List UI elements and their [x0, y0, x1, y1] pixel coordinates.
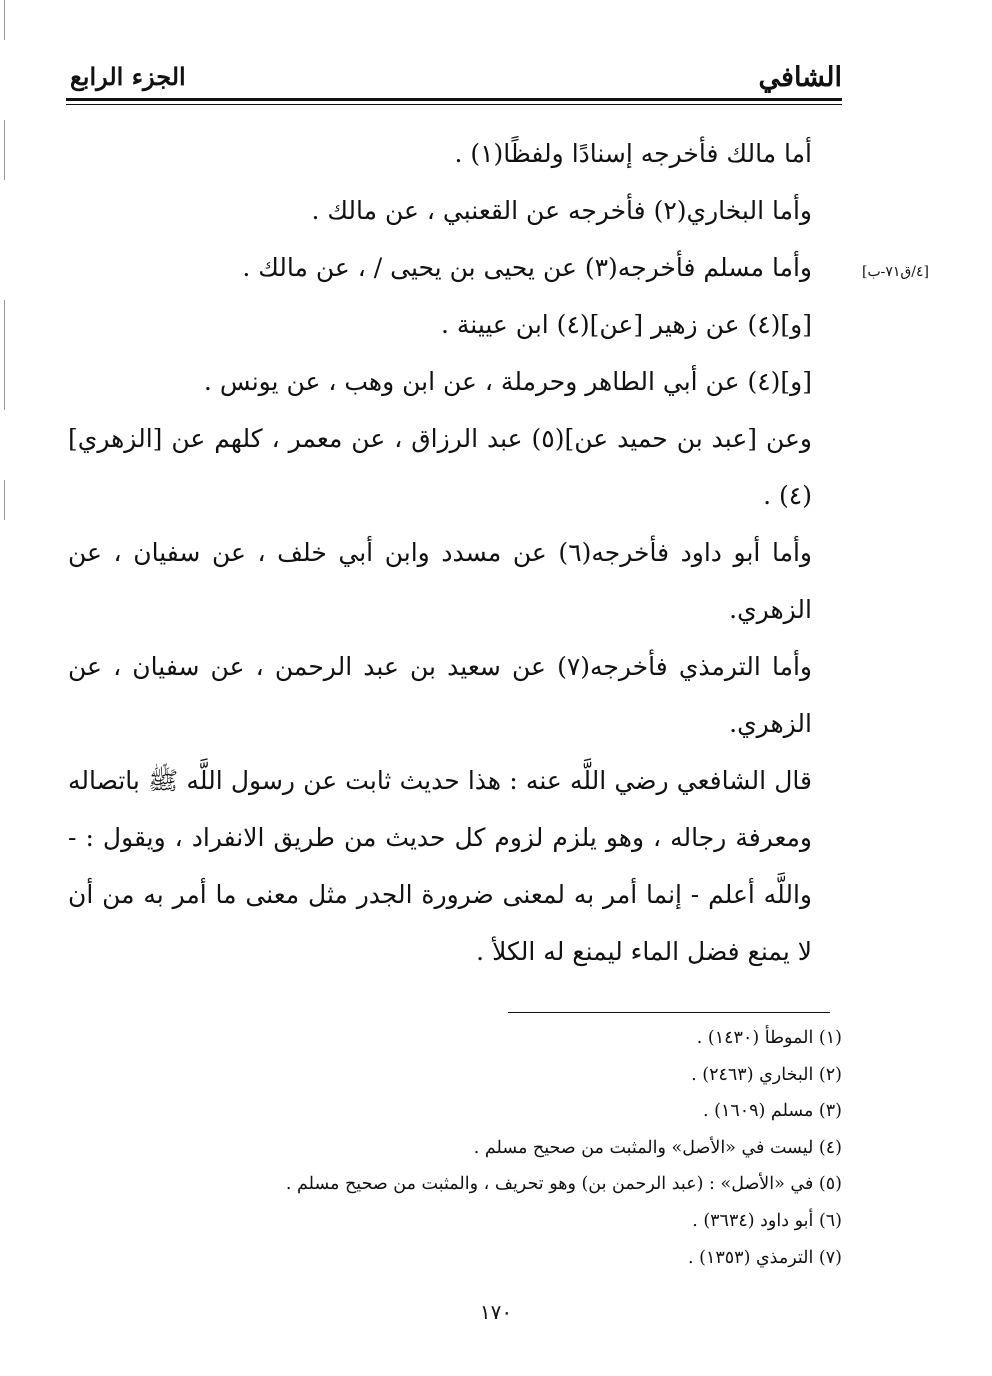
book-title: الشافي — [758, 62, 842, 93]
paragraph: [و](٤) عن أبي الطاهر وحرملة ، عن ابن وهب ، عن يونس . — [203, 367, 812, 396]
footnote: (٥) في «الأصل» : (عبد الرحمن بن) وهو تحريف ، والمثبت من صحيح مسلم . — [285, 1174, 842, 1195]
margin-folio-note: [٤/ق٧١-ب] — [862, 264, 930, 280]
footnote: (٧) الترمذي (١٣٥٣) . — [688, 1247, 842, 1268]
page-number: ١٧٠ — [479, 1300, 513, 1324]
footnote-separator — [508, 1012, 830, 1013]
footnote: (١) الموطأ (١٤٣٠) . — [696, 1028, 842, 1048]
header-rule-thin — [66, 104, 842, 105]
paragraph: وأما مسلم فأخرجه(٣) عن يحيى بن يحيى / ، عن مالك . — [242, 253, 812, 282]
page-edge-mark — [4, 0, 5, 40]
paragraph: قال الشافعي رضي اللَّه عنه : هذا حديث ثابت عن رسول اللَّه ﷺ باتصاله ومعرفة رجاله ، وهو يلزم لزوم كل حديث من طريق الانفراد ، ويقول : - واللَّه أعلم - إنما أمر به لمعنى ضرورة الجدر مثل معنى ما أمر به من أن لا يمنع فضل الماء ليمنع له الكلأ . — [68, 766, 812, 966]
paragraph: وأما الترمذي فأخرجه(٧) عن سعيد بن عبد الرحمن ، عن سفيان ، عن الزهري. — [68, 652, 812, 738]
footnote: (٤) ليست في «الأصل» والمثبت من صحيح مسلم . — [473, 1137, 842, 1158]
main-text — [68, 125, 842, 980]
header-rule — [66, 98, 842, 101]
paragraph: أما مالك فأخرجه إسنادًا ولفظًا(١) . — [454, 139, 812, 168]
paragraph: [و](٤) عن زهير [عن](٤) ابن عيينة . — [441, 310, 812, 339]
paragraph: وأما أبو داود فأخرجه(٦) عن مسدد وابن أبي خلف ، عن سفيان ، عن الزهري. — [68, 538, 812, 624]
part-title: الجزء الرابع — [70, 62, 186, 91]
footnotes — [68, 1020, 842, 1276]
page-edge-mark — [4, 120, 5, 180]
footnote: (٦) أبو داود (٣٦٣٤) . — [692, 1210, 842, 1231]
page-edge-mark — [4, 480, 5, 520]
page-edge-mark — [4, 300, 5, 410]
footnote: (٢) البخاري (٢٤٦٣) . — [691, 1064, 842, 1085]
paragraph: وعن [عبد بن حميد عن](٥) عبد الرزاق ، عن معمر ، كلهم عن [الزهري](٤) . — [68, 424, 812, 510]
paragraph: وأما البخاري(٢) فأخرجه عن القعنبي ، عن مالك . — [311, 196, 812, 225]
footnote: (٣) مسلم (١٦٠٩) . — [702, 1101, 842, 1122]
running-header — [70, 58, 842, 100]
